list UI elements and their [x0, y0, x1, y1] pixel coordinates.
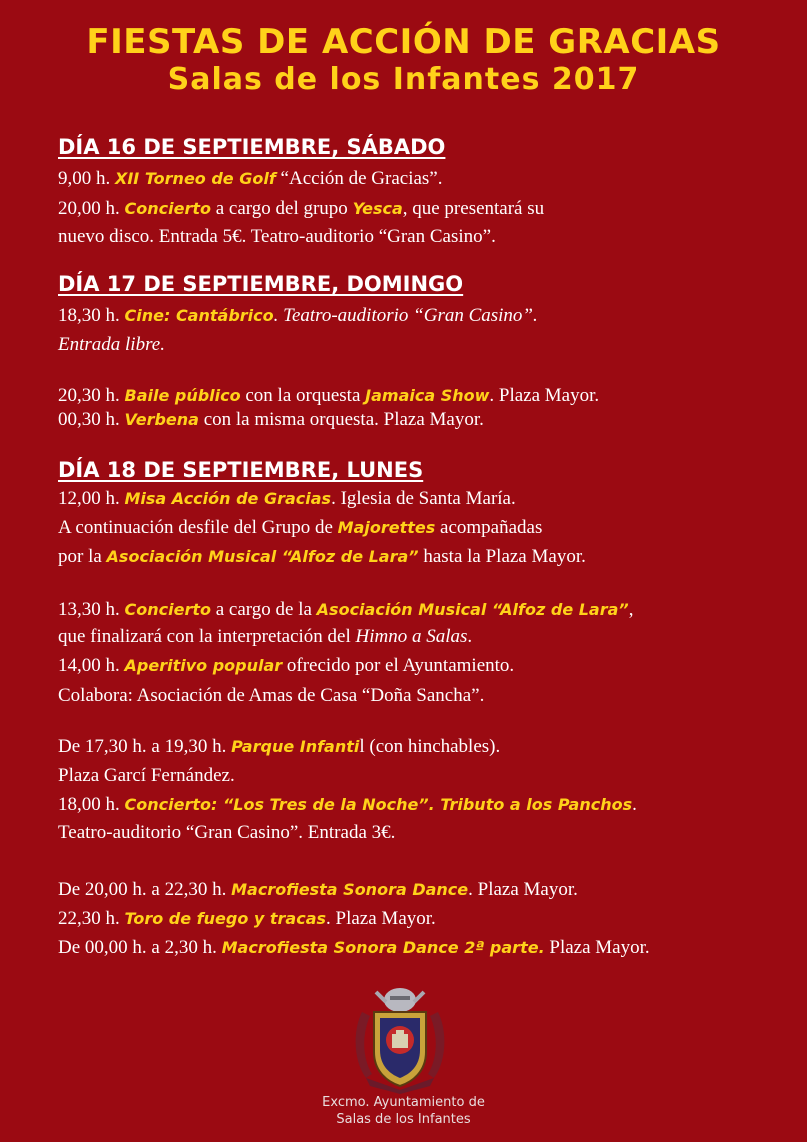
line-text: 9,00 h.: [58, 168, 115, 189]
line-text: 00,30 h.: [58, 409, 125, 430]
program-line: [58, 226, 496, 248]
event-name: Parque Infanti: [231, 737, 360, 756]
line-text: De 20,00 h. a 22,30 h.: [58, 879, 232, 900]
event-name: Majorettes: [337, 518, 436, 537]
event-name: Concierto: “Los Tres de la Noche”. Tributo a los Panchos: [124, 795, 633, 814]
program-line: [58, 908, 436, 930]
program-line: [58, 736, 500, 758]
line-text: 20,30 h.: [58, 385, 125, 406]
line-text: . Plaza Mayor.: [468, 879, 578, 900]
program-line: [58, 517, 542, 539]
program-line: [58, 937, 650, 959]
line-text: acompañadas: [435, 517, 543, 538]
event-name: Misa Acción de Gracias: [124, 489, 332, 508]
line-text: nuevo disco. Entrada 5€. Teatro-auditorio “Gran Casino”.: [58, 226, 496, 247]
footer-line-1: Excmo. Ayuntamiento de: [322, 1095, 485, 1110]
day-heading-18: DÍA 18 DE SEPTIEMBRE, LUNES: [58, 458, 424, 482]
line-text: por la: [58, 546, 107, 567]
line-text: 22,30 h.: [58, 908, 125, 929]
line-text: .: [632, 794, 637, 815]
line-text: “Acción de Gracias”.: [275, 168, 443, 189]
line-text: Colabora: Asociación de Amas de Casa “Doña Sancha”.: [58, 685, 485, 706]
event-name: Toro de fuego y tracas: [124, 909, 327, 928]
coat-of-arms-icon: [352, 982, 448, 1094]
program-line: [58, 879, 578, 901]
line-text: Teatro-auditorio “Gran Casino”. Entrada 3€.: [58, 822, 396, 843]
event-name: Asociación Musical “Alfoz de Lara”: [106, 547, 419, 566]
page-title: FIESTAS DE ACCIÓN DE GRACIAS: [86, 22, 721, 62]
event-name: Macrofiesta Sonora Dance 2ª parte.: [221, 938, 545, 957]
event-name: Aperitivo popular: [124, 656, 283, 675]
line-text: 18,00 h.: [58, 794, 125, 815]
line-text: 18,30 h.: [58, 305, 125, 326]
program-line: [58, 599, 633, 621]
event-name: Concierto: [124, 600, 211, 619]
line-text: . Plaza Mayor.: [489, 385, 600, 406]
line-text: . Iglesia de Santa María.: [331, 488, 516, 509]
program-line: [58, 794, 637, 816]
program-line: [58, 546, 586, 568]
program-line: [58, 334, 165, 356]
line-text: con la orquesta: [240, 385, 366, 406]
event-name: XII Torneo de Golf: [115, 169, 276, 188]
line-text: hasta la Plaza Mayor.: [418, 546, 586, 567]
event-name: Yesca: [352, 199, 403, 218]
program-line: [58, 765, 235, 787]
line-text-italic: Himno a Salas: [355, 626, 468, 647]
line-text: Plaza Garcí Fernández.: [58, 765, 235, 786]
line-text: A continuación desfile del Grupo de: [58, 517, 338, 538]
event-name: Asociación Musical “Alfoz de Lara”: [316, 600, 629, 619]
day-heading-16: DÍA 16 DE SEPTIEMBRE, SÁBADO: [58, 135, 446, 159]
line-text: a cargo del grupo: [210, 198, 353, 219]
program-line: [58, 409, 484, 431]
line-text: De 00,00 h. a 2,30 h.: [58, 937, 222, 958]
program-line: [58, 685, 484, 707]
line-text: 20,00 h.: [58, 198, 125, 219]
program-line: [58, 198, 544, 220]
event-name: Macrofiesta Sonora Dance: [231, 880, 469, 899]
page-subtitle: Salas de los Infantes 2017: [167, 62, 640, 97]
line-text: l (con hinchables).: [359, 736, 501, 757]
line-text: con la misma orquesta. Plaza Mayor.: [198, 409, 484, 430]
program-line: [58, 822, 395, 844]
line-text: Plaza Mayor.: [544, 937, 650, 958]
line-text: .: [467, 626, 473, 647]
line-text: De 17,30 h. a 19,30 h.: [58, 736, 232, 757]
event-name: Verbena: [124, 410, 199, 429]
line-text: , que presentará su: [402, 198, 545, 219]
event-name: Jamaica Show: [365, 386, 490, 405]
event-name: Cine: Cantábrico: [124, 306, 274, 325]
program-line: [58, 626, 472, 648]
event-name: Concierto: [124, 199, 211, 218]
program-line: [58, 488, 516, 510]
line-text: 14,00 h.: [58, 655, 125, 676]
line-text-italic: Entrada libre.: [58, 334, 165, 355]
event-name: Baile público: [124, 386, 241, 405]
line-text: ,: [628, 599, 634, 620]
program-line: [58, 385, 599, 407]
line-text: 13,30 h.: [58, 599, 125, 620]
program-line: [58, 168, 442, 190]
line-text: 12,00 h.: [58, 488, 125, 509]
line-text: ofrecido por el Ayuntamiento.: [282, 655, 515, 676]
line-text: a cargo de la: [210, 599, 317, 620]
line-text: que finalizará con la interpretación del: [58, 626, 356, 647]
program-line: [58, 655, 514, 677]
line-text-italic: . Teatro-auditorio “Gran Casino”.: [273, 305, 538, 326]
day-heading-17: DÍA 17 DE SEPTIEMBRE, DOMINGO: [58, 272, 464, 296]
program-line: [58, 305, 538, 327]
line-text: . Plaza Mayor.: [326, 908, 436, 929]
footer-line-2: Salas de los Infantes: [336, 1112, 471, 1127]
